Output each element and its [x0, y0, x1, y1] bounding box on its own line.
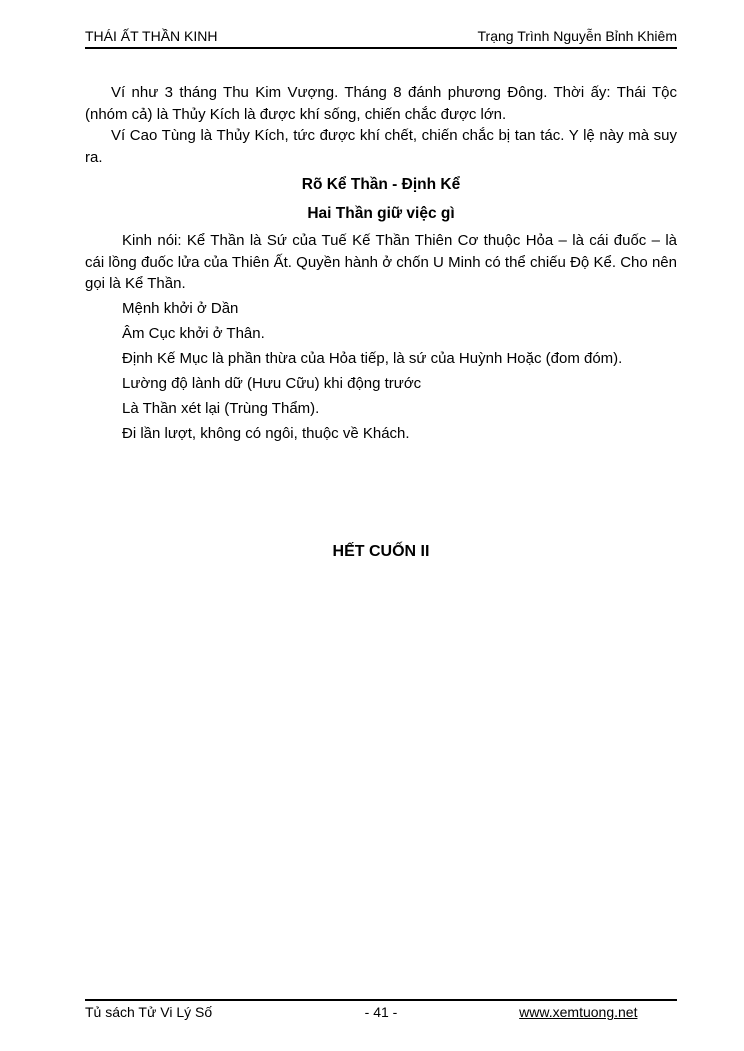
- page-body: [85, 82, 677, 562]
- footer-page-number: - 41 -: [364, 1004, 398, 1020]
- footer-website-link[interactable]: www.xemtuong.net: [519, 1004, 638, 1020]
- section-heading-2: Hai Thần giữ việc gì: [307, 205, 455, 222]
- section-heading-1: Rõ Kể Thần - Định Kể: [301, 176, 461, 193]
- paragraph-3: Kinh nói: Kể Thần là Sứ của Tuế Kế Thần Thiên Cơ thuộc Hỏa – là cái đuốc – là cái lồng đuốc lửa của Thiên Ất. Quyền hành ở chốn U Minh có thể chiếu Độ Kể. Cho nên gọi là Kể Thần.: [85, 232, 677, 292]
- paragraph-1: Ví như 3 tháng Thu Kim Vượng. Tháng 8 đánh phương Đông. Thời ấy: Thái Tộc (nhóm cả) là Thủy Kích là được khí sống, chiến chắc được lớn.: [85, 84, 677, 123]
- verse-line: Định Kế Mục là phần thừa của Hỏa tiếp, là sứ của Huỳnh Hoặc (đom đóm).: [122, 350, 623, 367]
- end-of-volume-heading: HẾT CUỐN II: [332, 542, 430, 560]
- header-book-title: THÁI ẤT THẦN KINH: [85, 28, 218, 44]
- verse-line: Là Thần xét lại (Trùng Thẩm).: [122, 400, 320, 417]
- verse-line: Âm Cục khởi ở Thân.: [122, 325, 265, 342]
- verse-line: Đi lần lượt, không có ngôi, thuộc về Khách.: [122, 425, 410, 442]
- footer-collection: Tủ sách Tử Vi Lý Số: [85, 1004, 213, 1020]
- verse-line: Mệnh khởi ở Dần: [122, 300, 239, 317]
- page-footer: [85, 1004, 677, 1021]
- verse-list: [85, 298, 677, 445]
- header-rule: [85, 47, 677, 49]
- verse-line: Lường độ lành dữ (Hưu Cữu) khi động trước: [122, 375, 422, 392]
- footer-rule: [85, 999, 677, 1001]
- paragraph-2: Ví Cao Tùng là Thủy Kích, tức được khí chết, chiến chắc bị tan tác. Y lệ này mà suy ra.: [85, 127, 677, 166]
- page-header: [85, 28, 677, 45]
- header-author: Trạng Trình Nguyễn Bỉnh Khiêm: [477, 28, 677, 44]
